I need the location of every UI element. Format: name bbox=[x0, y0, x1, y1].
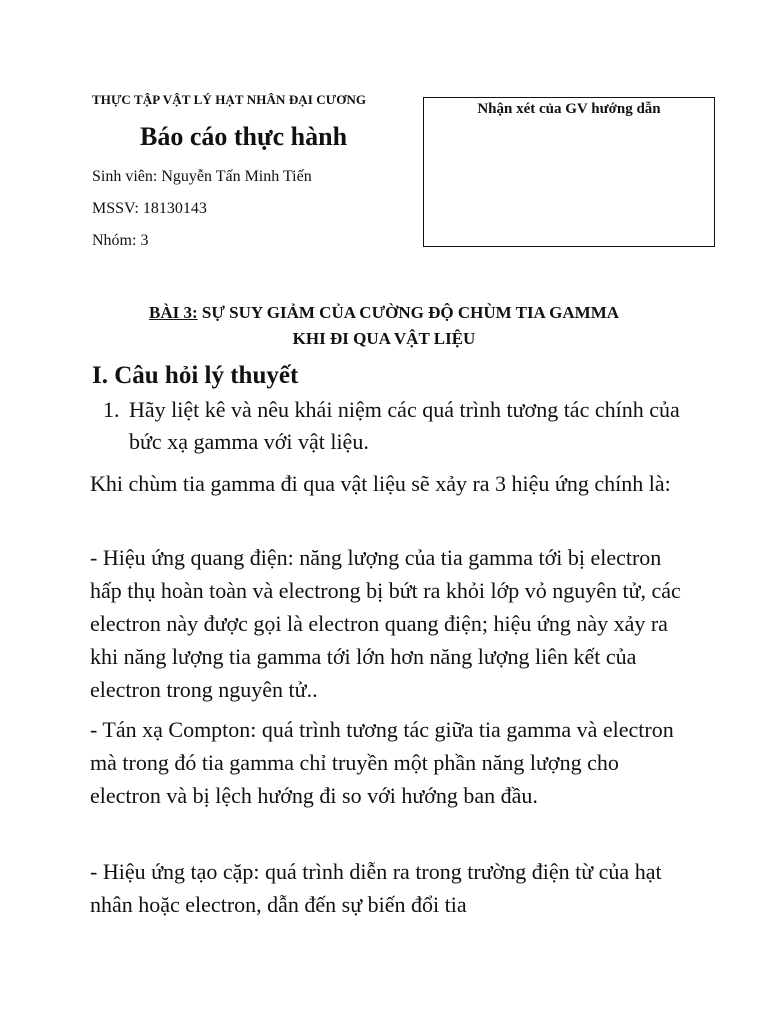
course-title: THỰC TẬP VẬT LÝ HẠT NHÂN ĐẠI CƯƠNG bbox=[92, 92, 367, 107]
question-number: 1. bbox=[103, 397, 120, 422]
lab-title-line-1 bbox=[0, 300, 768, 326]
report-title: Báo cáo thực hành bbox=[140, 122, 348, 151]
section-heading: I. Câu hỏi lý thuyết bbox=[92, 362, 299, 389]
lab-title bbox=[0, 300, 768, 352]
paragraph-pair-production: - Hiệu ứng tạo cặp: quá trình diễn ra trong trường điện từ của hạt nhân hoặc electron, dẫn đến sự biến đổi tia bbox=[90, 859, 662, 917]
instructor-comment-box bbox=[423, 97, 715, 247]
student-name: Sinh viên: Nguyễn Tấn Minh Tiến bbox=[92, 168, 312, 185]
lab-number: BÀI 3: bbox=[148, 303, 198, 322]
question-text: Hãy liệt kê và nêu khái niệm các quá trình tương tác chính của bức xạ gamma với vật liệu. bbox=[129, 397, 680, 454]
question-item bbox=[103, 394, 703, 458]
lab-title-line-2: KHI ĐI QUA VẬT LIỆU bbox=[292, 329, 476, 348]
group-number: Nhóm: 3 bbox=[92, 232, 149, 249]
paragraph-photoelectric: - Hiệu ứng quang điện: năng lượng của tia gamma tới bị electron hấp thụ hoàn toàn và electrong bị bứt ra khỏi lớp vỏ nguyên tử, các electron này được gọi là electron quang điện; hiệu ứng này xảy ra khi năng lượng tia gamma tới lớn hơn năng lượng liên kết của electron trong nguyên tử.. bbox=[90, 545, 681, 702]
instructor-comment-label: Nhận xét của GV hướng dẫn bbox=[477, 101, 661, 117]
lab-title-text: SỰ SUY GIẢM CỦA CƯỜNG ĐỘ CHÙM TIA GAMMA bbox=[197, 303, 620, 322]
paragraph-compton: - Tán xạ Compton: quá trình tương tác giữa tia gamma và electron mà trong đó tia gamma chỉ truyền một phần năng lượng cho electron và bị lệch hướng đi so với hướng ban đầu. bbox=[90, 717, 674, 808]
student-id: MSSV: 18130143 bbox=[92, 200, 207, 217]
paragraph-intro: Khi chùm tia gamma đi qua vật liệu sẽ xảy ra 3 hiệu ứng chính là: bbox=[90, 471, 671, 496]
report-header bbox=[92, 92, 422, 250]
